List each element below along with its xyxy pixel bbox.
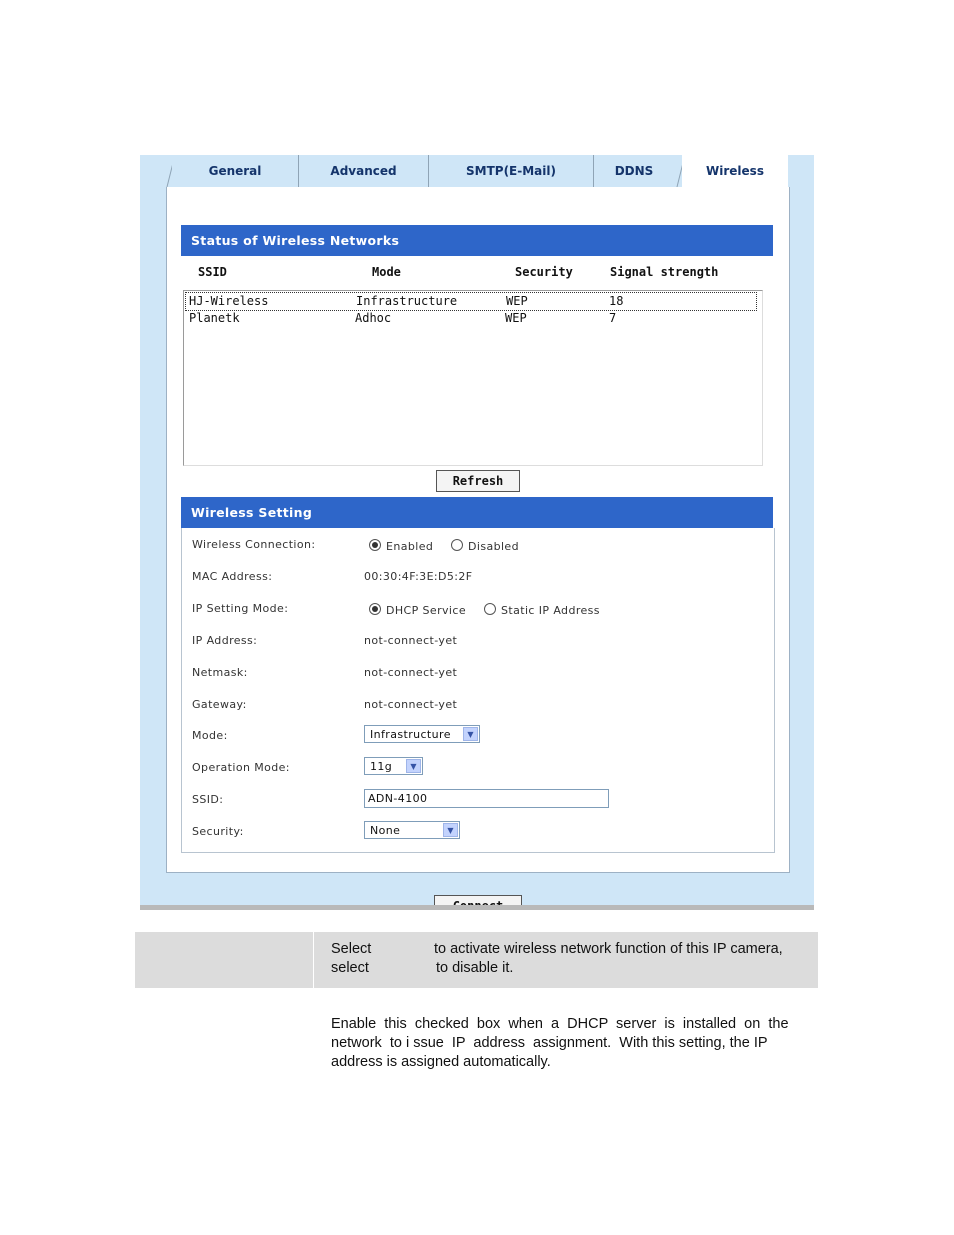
dhcp-service-label: DHCP Service — [386, 604, 467, 617]
ip-address-label: IP Address: — [192, 634, 258, 647]
network-mode: Adhoc — [355, 311, 392, 325]
chevron-down-icon: ▼ — [463, 727, 478, 741]
settings-screenshot — [140, 155, 814, 910]
wireless-settings-form — [181, 528, 775, 853]
mac-address-value: 00:30:4F:3E:D5:2F — [364, 570, 473, 583]
static-ip-radio[interactable] — [484, 603, 496, 615]
wireless-connection-label: Wireless Connection: — [192, 538, 316, 551]
description-text: select — [331, 960, 369, 976]
col-header-mode: Mode — [372, 265, 401, 279]
network-security: WEP — [506, 294, 528, 308]
network-signal: 18 — [609, 294, 624, 308]
description-column-divider — [313, 932, 314, 988]
tab-general[interactable]: General — [172, 155, 299, 188]
tab-bar — [166, 155, 788, 187]
security-select[interactable] — [364, 821, 460, 839]
wireless-disabled-label: Disabled — [468, 540, 519, 553]
description-text: Select — [331, 941, 372, 957]
col-header-ssid: SSID — [198, 265, 227, 279]
network-ssid: HJ-Wireless — [189, 294, 269, 308]
gateway-value: not-connect-yet — [364, 698, 458, 711]
chevron-down-icon: ▼ — [406, 759, 421, 773]
tab-ddns[interactable]: DDNS — [594, 155, 674, 188]
network-ssid: Planetk — [189, 311, 240, 325]
ip-setting-mode-label: IP Setting Mode: — [192, 602, 289, 615]
description-text: Enable this checked box when a DHCP server is installed on the — [331, 1016, 789, 1032]
operation-mode-select[interactable] — [364, 757, 423, 775]
ssid-input[interactable]: ADN-4100 — [364, 789, 609, 808]
mode-select[interactable] — [364, 725, 480, 743]
network-signal: 7 — [609, 311, 617, 325]
wireless-enabled-radio[interactable] — [369, 539, 381, 551]
ssid-label: SSID: — [192, 793, 224, 806]
mac-address-label: MAC Address: — [192, 570, 273, 583]
setting-section-title: Wireless Setting — [181, 497, 773, 528]
tab-smtp[interactable]: SMTP(E-Mail) — [429, 155, 594, 188]
operation-mode-label: Operation Mode: — [192, 761, 290, 774]
refresh-button[interactable]: Refresh — [436, 470, 520, 492]
gateway-label: Gateway: — [192, 698, 247, 711]
description-text: address is assigned automatically. — [331, 1054, 551, 1070]
screenshot-bottom-edge — [140, 905, 814, 910]
mode-select-value: Infrastructure — [370, 728, 451, 741]
operation-mode-select-value: 11g — [370, 760, 393, 773]
network-list[interactable] — [183, 290, 763, 466]
status-section-title: Status of Wireless Networks — [181, 225, 773, 256]
col-header-signal: Signal strength — [610, 265, 719, 279]
description-text: to disable it. — [436, 960, 514, 976]
static-ip-label: Static IP Address — [501, 604, 600, 617]
description-text: to activate wireless network function of this IP camera, — [434, 941, 783, 957]
mode-label: Mode: — [192, 729, 228, 742]
security-select-value: None — [370, 824, 401, 837]
netmask-value: not-connect-yet — [364, 666, 458, 679]
netmask-label: Netmask: — [192, 666, 248, 679]
tab-wireless[interactable]: Wireless — [682, 155, 788, 187]
network-row[interactable] — [184, 310, 758, 327]
network-security: WEP — [505, 311, 527, 325]
ip-address-value: not-connect-yet — [364, 634, 458, 647]
dhcp-service-radio[interactable] — [369, 603, 381, 615]
network-row[interactable] — [185, 292, 757, 311]
tab-advanced[interactable]: Advanced — [299, 155, 429, 188]
chevron-down-icon: ▼ — [443, 823, 458, 837]
security-label: Security: — [192, 825, 244, 838]
wireless-enabled-label: Enabled — [386, 540, 434, 553]
network-mode: Infrastructure — [356, 294, 458, 308]
wireless-panel — [166, 187, 790, 873]
col-header-security: Security — [515, 265, 573, 279]
description-text: network to i ssue IP address assignment. With this setting, the IP — [331, 1035, 768, 1051]
wireless-disabled-radio[interactable] — [451, 539, 463, 551]
